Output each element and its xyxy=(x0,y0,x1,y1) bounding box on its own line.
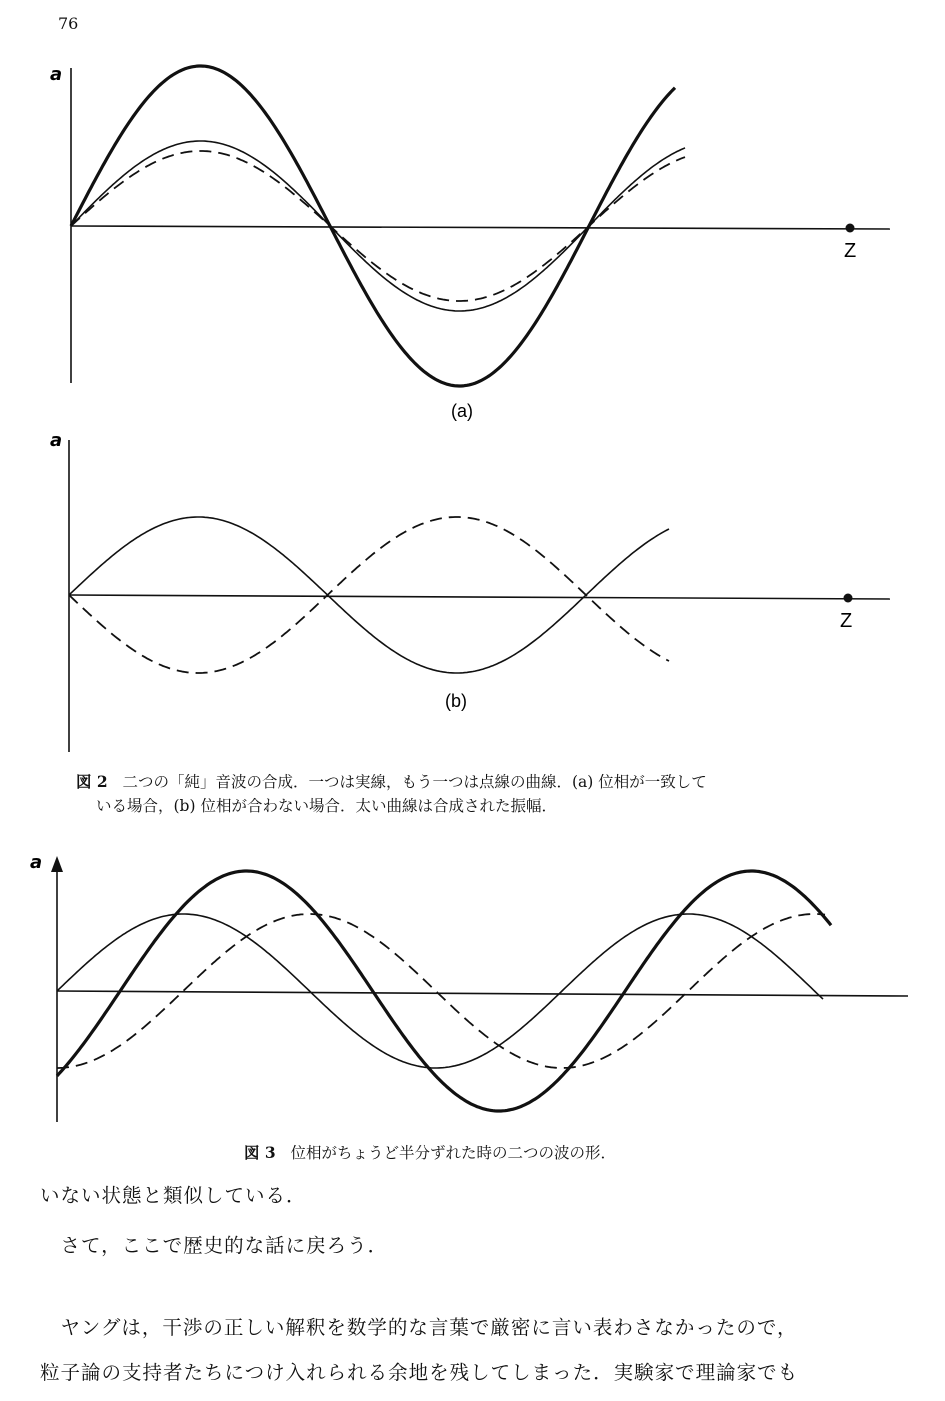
figure-3-caption xyxy=(244,1141,616,1165)
horizontal-axis xyxy=(57,991,908,996)
figure-3-caption-text: 位相がちょうど半分ずれた時の二つの波の形． xyxy=(290,1144,616,1162)
axis-arrow-head xyxy=(51,856,63,872)
body-paragraph-line: いない状態と類似している． xyxy=(40,1184,307,1207)
axis-label-a: a xyxy=(50,430,63,451)
sub-label-b: (b) xyxy=(445,691,467,711)
axis-label-a: a xyxy=(50,64,63,85)
sub-label-a: (a) xyxy=(451,401,473,421)
figure-3-number: 図 3 xyxy=(244,1143,276,1162)
z-label: Z xyxy=(840,610,853,632)
horizontal-axis xyxy=(69,595,890,599)
body-paragraph-line: ヤングは，干渉の正しい解釈を数学的な言葉で厳密に言い表わさなかったので， xyxy=(40,1316,798,1339)
figure-2a xyxy=(0,50,945,430)
body-paragraph-line: 粒子論の支持者たちにつけ入れられる余地を残してしまった．実験家で理論家でも xyxy=(40,1361,799,1384)
figure-2-number: 図 2 xyxy=(76,772,108,791)
z-label: Z xyxy=(844,240,857,262)
z-point xyxy=(846,224,855,233)
figure-2-caption xyxy=(76,770,896,818)
horizontal-axis xyxy=(71,226,890,229)
figure-2-caption-line1: 二つの「純」音波の合成．一つは実線，もう一つは点線の曲線．(a) 位相が一致して xyxy=(122,773,707,791)
figure-2-caption-line2: いる場合，(b) 位相が合わない場合．太い曲線は合成された振幅． xyxy=(96,797,557,815)
figure-3 xyxy=(0,850,945,1130)
figure-2b xyxy=(0,425,945,725)
z-point xyxy=(844,594,853,603)
body-paragraph-line: さて，ここで歴史的な話に戻ろう． xyxy=(40,1234,389,1257)
axis-label-a: a xyxy=(30,852,43,873)
page-number: 76 xyxy=(58,14,79,33)
